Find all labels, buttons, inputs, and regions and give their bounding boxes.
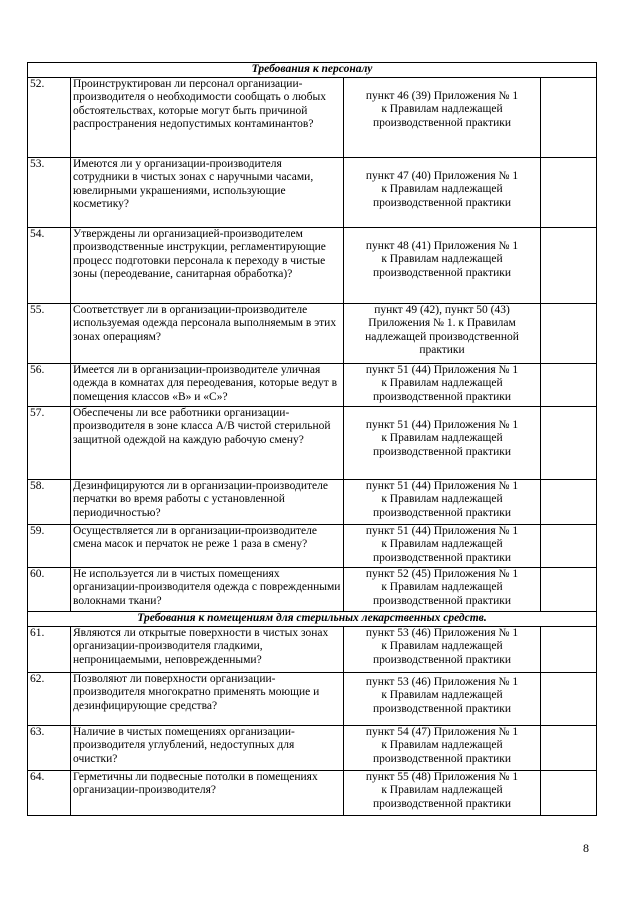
item-number: 60.: [28, 568, 71, 612]
reference-line: пункт 55 (48) Приложения № 1: [365, 771, 519, 783]
reference-line: пункт 53 (46) Приложения № 1: [365, 627, 519, 639]
item-number: 64.: [28, 771, 71, 816]
item-number: 56.: [28, 364, 71, 407]
section-title: Требования к персоналу: [28, 63, 597, 78]
reference-line: к Правилам надлежащей: [381, 377, 503, 390]
reference-line: к Правилам надлежащей: [381, 640, 503, 653]
regulation-reference: [344, 228, 541, 304]
reference-line: пункт 51 (44) Приложения № 1: [365, 480, 519, 492]
table-row: [28, 480, 597, 525]
reference-line: производственной практики: [372, 445, 512, 458]
requirement-question: Проинструктирован ли персонал организации-производителя о необходимости сообщать о любых обстоятельствах, которые могут быть причиной распространения недопустимых контаминантов?: [71, 78, 344, 158]
reference-line: пункт 53 (46) Приложения № 1: [365, 676, 519, 688]
reference-line: производственной практики: [372, 653, 512, 666]
item-number: 62.: [28, 673, 71, 726]
reference-line: производственной практики: [372, 797, 512, 810]
answer-cell[interactable]: [541, 78, 597, 158]
reference-line: Приложения № 1. к Правилам: [368, 317, 516, 330]
answer-cell[interactable]: [541, 364, 597, 407]
regulation-reference: [344, 627, 541, 673]
answer-cell[interactable]: [541, 228, 597, 304]
reference-line: производственной практики: [372, 116, 512, 129]
requirement-question: Обеспечены ли все работники организации-производителя в зоне класса А/В чистой стерильной защитной одеждой на каждую рабочую смену?: [71, 407, 344, 480]
checklist-table: [27, 62, 597, 816]
requirement-question: Утверждены ли организацией-производителем производственные инструкции, регламентирующие процесс подготовки персонала к переходу в чистые зоны (переодевание, санитарная обработка)?: [71, 228, 344, 304]
item-number: 54.: [28, 228, 71, 304]
table-row: [28, 771, 597, 816]
item-number: 55.: [28, 304, 71, 364]
reference-line: к Правилам надлежащей: [381, 432, 503, 445]
reference-line: практики: [419, 343, 465, 356]
section-header: [28, 612, 597, 627]
requirement-question: Имеются ли у организации-производителя сотрудники в чистых зонах с наручными часами, ювелирными украшениями, использующие косметику?: [71, 158, 344, 228]
answer-cell[interactable]: [541, 771, 597, 816]
reference-line: производственной практики: [372, 506, 512, 519]
table-row: [28, 304, 597, 364]
reference-line: пункт 51 (44) Приложения № 1: [365, 419, 519, 431]
reference-line: к Правилам надлежащей: [381, 784, 503, 797]
table-row: [28, 627, 597, 673]
regulation-reference: [344, 726, 541, 771]
table-row: [28, 228, 597, 304]
answer-cell[interactable]: [541, 673, 597, 726]
requirement-question: Являются ли открытые поверхности в чистых зонах организации-производителя гладкими, непроницаемыми, неповрежденными?: [71, 627, 344, 673]
item-number: 52.: [28, 78, 71, 158]
item-number: 57.: [28, 407, 71, 480]
reference-line: пункт 52 (45) Приложения № 1: [365, 568, 519, 580]
reference-line: к Правилам надлежащей: [381, 538, 503, 551]
reference-line: пункт 48 (41) Приложения № 1: [365, 240, 519, 252]
regulation-reference: [344, 78, 541, 158]
answer-cell[interactable]: [541, 568, 597, 612]
requirement-question: Имеется ли в организации-производителе уличная одежда в комнатах для переодевания, которые ведут в помещения классов «В» и «С»?: [71, 364, 344, 407]
reference-line: к Правилам надлежащей: [381, 183, 503, 196]
answer-cell[interactable]: [541, 407, 597, 480]
reference-line: производственной практики: [372, 551, 512, 564]
table-row: [28, 525, 597, 568]
requirement-question: Дезинфицируются ли в организации-производителе перчатки во время работы с установленной периодичностью?: [71, 480, 344, 525]
reference-line: пункт 54 (47) Приложения № 1: [365, 726, 519, 738]
reference-line: к Правилам надлежащей: [381, 103, 503, 116]
regulation-reference: [344, 407, 541, 480]
requirement-question: Наличие в чистых помещениях организации-производителя углублений, недоступных для очистки?: [71, 726, 344, 771]
item-number: 58.: [28, 480, 71, 525]
regulation-reference: [344, 525, 541, 568]
reference-line: к Правилам надлежащей: [381, 253, 503, 266]
item-number: 53.: [28, 158, 71, 228]
reference-line: пункт 46 (39) Приложения № 1: [365, 90, 519, 102]
section-title: Требования к помещениям для стерильных лекарственных средств.: [28, 612, 597, 627]
reference-line: производственной практики: [372, 390, 512, 403]
section-header: [28, 63, 597, 78]
regulation-reference: [344, 158, 541, 228]
regulation-reference: [344, 364, 541, 407]
reference-line: производственной практики: [372, 196, 512, 209]
reference-line: к Правилам надлежащей: [381, 581, 503, 594]
regulation-reference: [344, 771, 541, 816]
page-number: 8: [583, 841, 589, 855]
reference-line: пункт 47 (40) Приложения № 1: [365, 170, 519, 182]
table-row: [28, 726, 597, 771]
answer-cell[interactable]: [541, 158, 597, 228]
answer-cell[interactable]: [541, 627, 597, 673]
regulation-reference: [344, 304, 541, 364]
reference-line: к Правилам надлежащей: [381, 739, 503, 752]
reference-line: производственной практики: [372, 266, 512, 279]
reference-line: пункт 51 (44) Приложения № 1: [365, 525, 519, 537]
reference-line: пункт 49 (42), пункт 50 (43): [374, 304, 510, 316]
answer-cell[interactable]: [541, 726, 597, 771]
reference-line: к Правилам надлежащей: [381, 689, 503, 702]
regulation-reference: [344, 673, 541, 726]
table-row: [28, 364, 597, 407]
item-number: 61.: [28, 627, 71, 673]
requirement-question: Осуществляется ли в организации-производителе смена масок и перчаток не реже 1 раза в смену?: [71, 525, 344, 568]
answer-cell[interactable]: [541, 304, 597, 364]
requirement-question: Герметичны ли подвесные потолки в помещениях организации-производителя?: [71, 771, 344, 816]
regulation-reference: [344, 480, 541, 525]
table-row: [28, 673, 597, 726]
answer-cell[interactable]: [541, 525, 597, 568]
reference-line: надлежащей производственной: [365, 330, 519, 343]
table-row: [28, 78, 597, 158]
item-number: 63.: [28, 726, 71, 771]
item-number: 59.: [28, 525, 71, 568]
reference-line: к Правилам надлежащей: [381, 493, 503, 506]
table-row: [28, 407, 597, 480]
regulation-reference: [344, 568, 541, 612]
table-row: [28, 158, 597, 228]
answer-cell[interactable]: [541, 480, 597, 525]
reference-line: производственной практики: [372, 594, 512, 607]
reference-line: производственной практики: [372, 702, 512, 715]
requirement-question: Не используется ли в чистых помещениях организации-производителя одежда с поврежденными волокнами ткани?: [71, 568, 344, 612]
requirement-question: Позволяют ли поверхности организации-производителя многократно применять моющие и дезинфицирующие средства?: [71, 673, 344, 726]
requirement-question: Соответствует ли в организации-производителе используемая одежда персонала выполняемым в этих зонах операциям?: [71, 304, 344, 364]
reference-line: пункт 51 (44) Приложения № 1: [365, 364, 519, 376]
table-row: [28, 568, 597, 612]
reference-line: производственной практики: [372, 752, 512, 765]
document-page: [27, 62, 596, 816]
